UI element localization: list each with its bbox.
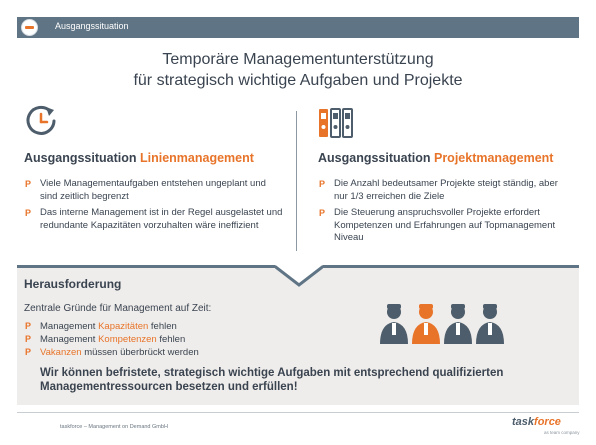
slide-headline	[0, 49, 596, 91]
bullet-p-icon: P	[25, 208, 32, 218]
bullet-text: Die Steuerung anspruchsvoller Projekte erfordert Kompetenzen und Erfahrungen auf Topmanagement Niveau	[334, 207, 556, 243]
list-item	[24, 320, 199, 333]
list-item	[318, 178, 568, 203]
reason-intro: Zentrale Gründe für Management auf Zeit:	[24, 303, 212, 314]
reason-accent: Kompetenzen	[98, 334, 157, 345]
bullet-text: Viele Managementaufgaben entstehen ungeplant und sind zeitlich begrenzt	[40, 178, 266, 202]
list-item	[24, 346, 199, 359]
footer-company: taskforce – Management on Demand GmbH	[60, 424, 168, 430]
brand-part-1: task	[512, 416, 535, 428]
notch-arrow-icon	[275, 265, 323, 287]
list-item	[24, 178, 284, 203]
team-people-icon	[378, 302, 508, 344]
headline-line-1: Temporäre Managementunterstützung	[162, 51, 434, 68]
reason-accent: Kapazitäten	[98, 321, 149, 332]
reason-list	[24, 320, 199, 359]
clock-arrow-icon	[24, 104, 58, 138]
left-column-heading	[24, 151, 254, 165]
list-item	[24, 207, 284, 232]
top-bar	[17, 17, 579, 38]
closing-statement: Wir können befristete, strategisch wichtige Aufgaben mit entsprechend qualifizierten Managementressourcen besetzen und erfüllen!	[40, 367, 504, 393]
brand-part-2: force	[534, 416, 561, 428]
left-heading-prefix: Ausgangssituation	[24, 151, 140, 165]
brand-subtitle: as team company	[544, 430, 580, 435]
right-heading-prefix: Ausgangssituation	[318, 151, 434, 165]
column-divider	[296, 111, 297, 251]
bullet-p-icon: P	[25, 179, 32, 189]
section-title: Ausgangssituation	[55, 21, 129, 31]
right-column-heading	[318, 151, 553, 165]
bullet-p-icon: P	[25, 347, 32, 357]
brand-logo	[512, 416, 561, 428]
right-heading-accent: Projektmanagement	[433, 151, 554, 165]
binder-folders-icon	[318, 105, 354, 139]
footer-divider	[17, 412, 579, 413]
bullet-p-icon: P	[319, 179, 326, 189]
left-heading-accent: Linienmanagement	[139, 151, 254, 165]
bullet-p-icon: P	[319, 208, 326, 218]
list-item	[24, 333, 199, 346]
bullet-text: Die Anzahl bedeutsamer Projekte steigt ständig, aber nur 1/3 erreichen die Ziele	[334, 178, 558, 202]
challenge-title: Herausforderung	[24, 277, 122, 291]
reason-after: fehlen	[148, 321, 177, 332]
headline-line-2: für strategisch wichtige Aufgaben und Projekte	[133, 72, 463, 89]
reason-before: Management	[40, 334, 99, 345]
list-item	[318, 207, 568, 245]
left-bullet-list	[24, 178, 284, 236]
right-bullet-list	[318, 178, 568, 249]
reason-accent: Vakanzen	[40, 347, 82, 358]
bullet-p-icon: P	[25, 321, 32, 331]
logo-badge-icon	[21, 19, 38, 36]
reason-before: Management	[40, 321, 99, 332]
bullet-p-icon: P	[25, 334, 32, 344]
reason-after: müssen überbrückt werden	[81, 347, 199, 358]
bullet-text: Das interne Management ist in der Regel ausgelastet und redundante Kapazitäten vorzuhalten wäre ineffizient	[40, 207, 283, 231]
reason-after: fehlen	[156, 334, 186, 345]
